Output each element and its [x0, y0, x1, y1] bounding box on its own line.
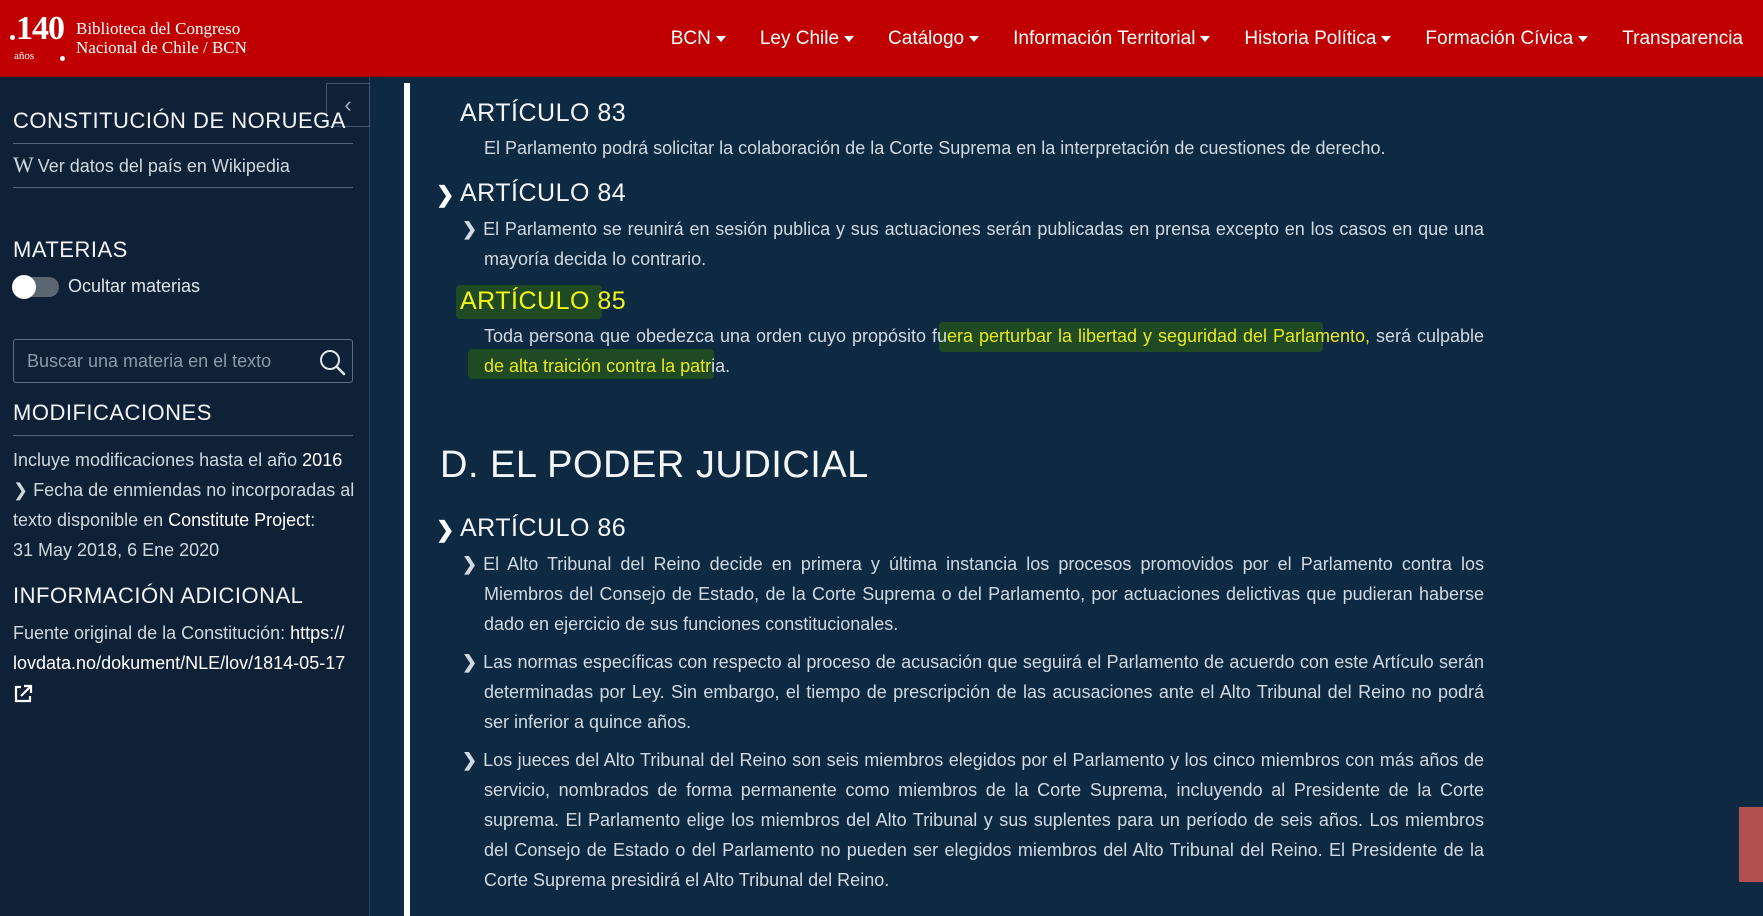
caret-down-icon — [1200, 36, 1210, 42]
article-86-text-3: Los jueces del Alto Tribunal del Reino son seis miembros elegidos por el Parlamento y los cinco miembros con más años de servicio, nombrados de forma permanente como miembros de la Corte Suprema, incluyendo al Presidente de la Corte suprema. El Parlamento elige los miembros del Alto Tribunal y sus suplentes para un período de seis años. Los miembros del Consejo de Estado o del Parlamento no pueden ser elegidos miembros del Alto Tribunal del Reino. El Presidente de la Corte Suprema presidirá el Alto Tribunal del Reino. — [483, 750, 1484, 890]
article-84-title: ARTÍCULO 84 — [460, 179, 627, 207]
nav-bcn-label: BCN — [670, 27, 711, 49]
content-gutter-bar — [404, 83, 410, 916]
nav-transparencia-label: Transparencia — [1622, 27, 1743, 49]
nav-catalogo[interactable] — [888, 28, 979, 50]
article-84-paragraph — [462, 214, 1484, 274]
article-85-text-a: Toda persona que obedezca una orden cuyo propósito fu — [484, 326, 948, 346]
caret-down-icon — [844, 36, 854, 42]
article-86-paragraph-2 — [462, 647, 1484, 737]
logo-anos: años — [14, 50, 35, 62]
logo-number: 140 — [16, 10, 64, 47]
wikipedia-link-label: Ver datos del país en Wikipedia — [37, 156, 290, 176]
ocultar-materias-label: Ocultar materias — [68, 276, 201, 296]
external-link-icon[interactable] — [13, 684, 33, 704]
article-86-paragraph-3 — [462, 745, 1484, 895]
constitution-content — [370, 77, 1763, 916]
materias-heading: MATERIAS — [13, 237, 128, 262]
article-84-text: El Parlamento se reunirá en sesión publica y sus actuaciones serán publicadas en prensa excepto en los casos en que una mayoría decida lo contrario. — [483, 219, 1484, 269]
divider — [13, 435, 353, 436]
wikipedia-icon: W — [13, 152, 34, 177]
article-86-text-2: Las normas específicas con respecto al proceso de acusación que seguirá el Parlamento de acuerdo con este Artículo serán determinadas por Ley. Sin embargo, el tiempo de prescripción de las acusaciones ante el Alto Tribunal del Reino no podrá ser inferior a quince años. — [483, 652, 1484, 732]
ocultar-materias-toggle[interactable] — [13, 277, 59, 297]
lovdata-link[interactable]: https:// lovdata.no/dokument/NLE/lov/1814-05-17 — [13, 623, 346, 673]
main-nav — [637, 0, 1743, 77]
chevron-right-icon[interactable]: ❯ — [462, 554, 478, 574]
logo-dot — [10, 35, 15, 40]
divider — [13, 143, 353, 144]
chevron-left-icon: ‹ — [344, 92, 352, 117]
expand-article-86-icon[interactable]: ❯ — [436, 517, 455, 542]
nav-bcn[interactable] — [671, 28, 726, 50]
article-85-text-c: ia. — [711, 356, 731, 376]
nav-transparencia[interactable] — [1622, 28, 1743, 50]
article-86-paragraph-1 — [462, 549, 1484, 639]
nav-formacion-civica-label: Formación Cívica — [1425, 27, 1574, 49]
info-adicional-text — [13, 618, 358, 708]
mod-prefix: Incluye modificaciones hasta el año — [13, 450, 303, 470]
article-86-text-1: El Alto Tribunal del Reino decide en primera y última instancia los procesos promovidos por el Parlamento contra los Miembros del Consejo de Estado, de la Corte Suprema o del Parlamento, por actuaciones delictivas que pudieran haberse dado en ejercicio de sus funciones constitucionales. — [483, 554, 1484, 634]
article-85-highlight-1: era perturbar la libertad y seguridad del Parlamento, — [947, 326, 1370, 346]
chevron-right-icon: ❯ — [13, 480, 29, 500]
chevron-right-icon[interactable]: ❯ — [462, 652, 478, 672]
caret-down-icon — [1381, 36, 1391, 42]
logo-line-2: Nacional de Chile / BCN — [76, 38, 247, 57]
article-85-title: ARTÍCULO 85 — [460, 287, 627, 315]
top-navbar — [0, 0, 1763, 77]
mod-year: 2016 — [302, 450, 343, 470]
nav-informacion-territorial-label: Información Territorial — [1013, 27, 1196, 49]
article-85-text-b: será culpable — [1370, 326, 1484, 346]
section-title-poder-judicial: D. EL PODER JUDICIAL — [440, 444, 869, 486]
modificaciones-text — [13, 445, 358, 565]
wikipedia-link[interactable] — [13, 152, 290, 178]
logo-140-mark — [10, 10, 62, 66]
article-85-highlight-2: de alta traición contra la patr — [484, 356, 712, 376]
logo-line-1: Biblioteca del Congreso — [76, 19, 241, 38]
modificaciones-heading: MODIFICACIONES — [13, 400, 212, 425]
constitution-title: CONSTITUCIÓN DE NORUEGA — [13, 108, 346, 133]
nav-historia-politica-label: Historia Política — [1244, 27, 1377, 49]
nav-formacion-civica[interactable] — [1425, 28, 1588, 50]
nav-ley-chile[interactable] — [760, 28, 854, 50]
article-85-text — [484, 321, 1484, 381]
sidebar — [0, 77, 370, 916]
info-adicional-heading: INFORMACIÓN ADICIONAL — [13, 583, 304, 608]
article-83-title: ARTÍCULO 83 — [460, 99, 627, 127]
nav-ley-chile-label: Ley Chile — [759, 27, 840, 49]
caret-down-icon — [716, 36, 726, 42]
chevron-right-icon[interactable]: ❯ — [462, 219, 478, 239]
toggle-knob — [12, 275, 36, 299]
chevron-right-icon[interactable]: ❯ — [462, 750, 478, 770]
mod-colon: : — [310, 510, 316, 530]
materia-search-input[interactable] — [14, 340, 304, 382]
bcn-logo[interactable] — [10, 10, 247, 66]
materia-search-box — [13, 339, 353, 383]
divider — [13, 187, 353, 188]
logo-text — [76, 19, 247, 57]
floating-side-tab[interactable] — [1739, 807, 1763, 882]
constitute-project-link[interactable]: Constitute Project — [168, 510, 311, 530]
caret-down-icon — [969, 36, 979, 42]
article-86-title: ARTÍCULO 86 — [460, 514, 627, 542]
article-83-text: El Parlamento podrá solicitar la colaboración de la Corte Suprema en la interpretación de cuestiones de derecho. — [484, 138, 1386, 158]
mod-note: Fecha de enmiendas no incorporadas al texto disponible en — [13, 480, 355, 530]
nav-historia-politica[interactable] — [1244, 28, 1391, 50]
nav-catalogo-label: Catálogo — [888, 27, 965, 49]
search-icon[interactable] — [318, 348, 346, 376]
logo-dot — [60, 56, 65, 61]
mod-dates: 31 May 2018, 6 Ene 2020 — [13, 540, 220, 560]
nav-informacion-territorial[interactable] — [1013, 28, 1210, 50]
info-prefix: Fuente original de la Constitución: — [13, 623, 291, 643]
caret-down-icon — [1578, 36, 1588, 42]
expand-article-84-icon[interactable]: ❯ — [436, 182, 455, 207]
